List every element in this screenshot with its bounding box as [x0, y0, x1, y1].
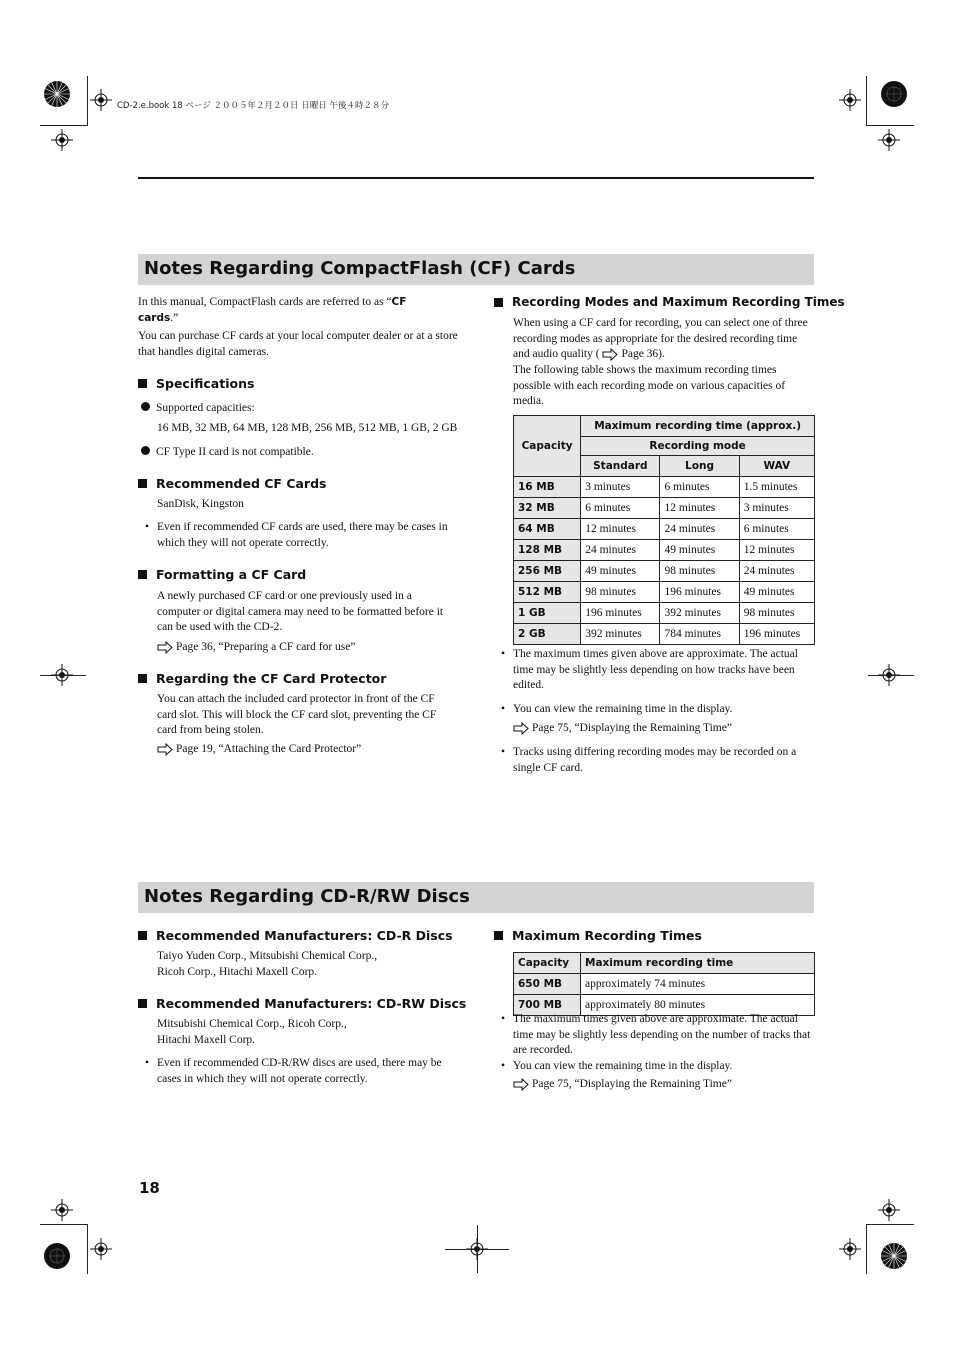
cf-note-3: Tracks using differing recording modes may be recorded on a single CF card.	[513, 746, 797, 774]
cdr-note-1: The maximum times given above are approximate. The actual time may be slightly less depending on the number of tracks that are recorded.	[513, 1013, 811, 1056]
cdr-manufacturers-line-1: Taiyo Yuden Corp., Mitsubishi Chemical Corp.,	[157, 950, 378, 962]
arrow-right-icon	[157, 743, 173, 756]
recommended-cf-note: Even if recommended CF cards are used, there may be cases in which they will not operate correctly.	[157, 521, 448, 549]
max-recording-times-heading: Maximum Recording Times	[494, 928, 702, 943]
recording-modes-text-2: The following table shows the maximum recording times possible with each recording mode on various capacities of media.	[513, 364, 786, 407]
cdr-note-2: You can view the remaining time in the display.	[513, 1060, 733, 1072]
registration-burst-icon	[880, 80, 908, 113]
cf-section-title: Notes Regarding CompactFlash (CF) Cards	[144, 258, 576, 279]
cdrw-manufacturers-heading: Recommended Manufacturers: CD-RW Discs	[138, 996, 466, 1011]
heading-square-icon	[138, 674, 147, 683]
cf-section-header	[138, 254, 814, 285]
cf-note-1: The maximum times given above are approximate. The actual time may be slightly less depending on how tracks have been edited.	[513, 648, 798, 691]
bullet-icon: •	[501, 648, 506, 660]
bullet-icon: •	[501, 1013, 506, 1025]
bullet-icon: •	[501, 1060, 506, 1072]
crosshair-icon	[51, 664, 73, 691]
cf-note-2-ref: Page 75, “Displaying the Remaining Time”	[513, 721, 732, 737]
formatting-text: A newly purchased CF card or one previously used in a computer or digital camera may need to be formatted before it can be used with the CD-2.	[157, 590, 444, 633]
heading-square-icon	[138, 479, 147, 488]
table-header-max-time: Maximum recording time	[581, 953, 815, 974]
heading-square-icon	[138, 999, 147, 1008]
recommended-cf-brands: SanDisk, Kingston	[157, 498, 244, 510]
table-row: 128 MB 24 minutes 49 minutes 12 minutes	[514, 540, 815, 561]
cdr-note-2-ref: Page 75, “Displaying the Remaining Time”	[513, 1077, 732, 1093]
bullet-dot-icon	[141, 402, 150, 411]
cdr-recording-time-table	[513, 952, 815, 1016]
heading-square-icon	[138, 570, 147, 579]
crosshair-icon	[878, 1199, 900, 1226]
arrow-right-icon	[602, 348, 618, 361]
registration-burst-icon	[43, 1242, 71, 1275]
recording-modes-heading: Recording Modes and Maximum Recording Times	[494, 295, 845, 309]
table-header-mode: Long	[660, 456, 739, 477]
page-number: 18	[139, 1179, 160, 1197]
table-header-max-time: Maximum recording time (approx.)	[581, 416, 815, 437]
crosshair-icon	[839, 1238, 861, 1265]
cf-intro-1: In this manual, CompactFlash cards are referred to as “CF cards.”	[138, 296, 407, 324]
crosshair-icon	[839, 89, 861, 116]
bullet-icon: •	[501, 746, 506, 758]
bullet-icon: •	[145, 1057, 150, 1069]
arrow-right-icon	[513, 722, 529, 735]
arrow-right-icon	[157, 641, 173, 654]
spec-bullet-2: CF Type II card is not compatible.	[141, 445, 461, 461]
table-header-mode: WAV	[739, 456, 814, 477]
table-row: 256 MB 49 minutes 98 minutes 24 minutes	[514, 561, 815, 582]
table-row: 64 MB 12 minutes 24 minutes 6 minutes	[514, 519, 815, 540]
recommended-cf-heading: Recommended CF Cards	[138, 476, 326, 491]
table-header-mode: Standard	[581, 456, 660, 477]
formatting-heading: Formatting a CF Card	[138, 567, 306, 582]
table-row: 16 MB 3 minutes 6 minutes 1.5 minutes	[514, 477, 815, 498]
cdrw-manufacturers-line-2: Hitachi Maxell Corp.	[157, 1034, 256, 1046]
crosshair-icon	[90, 89, 112, 116]
cdrw-note: Even if recommended CD-R/RW discs are used, there may be cases in which they will not operate correctly.	[157, 1057, 442, 1085]
bullet-icon: •	[145, 521, 150, 533]
bullet-dot-icon	[141, 446, 150, 455]
table-row: 700 MB approximately 80 minutes	[514, 995, 815, 1016]
specifications-heading: Specifications	[138, 376, 254, 391]
heading-square-icon	[494, 298, 503, 307]
heading-square-icon	[138, 379, 147, 388]
recording-modes-text-1: When using a CF card for recording, you can select one of three recording modes as appropriate for the desired recording time and audio quality ( Page 36).	[513, 317, 808, 360]
table-row: 512 MB 98 minutes 196 minutes 49 minutes	[514, 582, 815, 603]
registration-burst-icon	[43, 80, 71, 113]
print-info-line: CD-2.e.book 18 ページ ２００５年２月２０日 日曜日 午後４時２８分	[117, 101, 389, 111]
heading-square-icon	[138, 931, 147, 940]
spec-capacities: 16 MB, 32 MB, 64 MB, 128 MB, 256 MB, 512 MB, 1 GB, 2 GB	[157, 422, 458, 434]
top-rule	[138, 177, 814, 179]
formatting-ref: Page 36, “Preparing a CF card for use”	[157, 640, 355, 656]
table-row: 1 GB 196 minutes 392 minutes 98 minutes	[514, 603, 815, 624]
crosshair-icon	[878, 129, 900, 156]
cdr-manufacturers-heading: Recommended Manufacturers: CD-R Discs	[138, 928, 453, 943]
spec-bullet-1: Supported capacities:	[141, 401, 461, 417]
cf-intro-2: You can purchase CF cards at your local computer dealer or at a store that handles digital cameras.	[138, 330, 458, 358]
bullet-icon: •	[501, 703, 506, 715]
registration-burst-icon	[880, 1242, 908, 1275]
cdr-section-title: Notes Regarding CD-R/RW Discs	[144, 886, 470, 907]
table-row: 650 MB approximately 74 minutes	[514, 974, 815, 995]
protector-ref: Page 19, “Attaching the Card Protector”	[157, 742, 361, 758]
cdr-section-header	[138, 882, 814, 913]
protector-text: You can attach the included card protector in front of the CF card slot. This will block the CF card slot, preventing the CF card from being stolen.	[157, 693, 437, 736]
crosshair-icon	[90, 1238, 112, 1265]
table-header-capacity: Capacity	[514, 416, 581, 477]
crosshair-icon	[51, 1199, 73, 1226]
table-header-capacity: Capacity	[514, 953, 581, 974]
table-row: 2 GB 392 minutes 784 minutes 196 minutes	[514, 624, 815, 645]
table-row: 32 MB 6 minutes 12 minutes 3 minutes	[514, 498, 815, 519]
crosshair-icon	[878, 664, 900, 691]
table-header-recording-mode: Recording mode	[581, 437, 815, 456]
cf-recording-time-table	[513, 415, 815, 645]
crosshair-icon	[51, 129, 73, 156]
cdrw-manufacturers-line-1: Mitsubishi Chemical Corp., Ricoh Corp.,	[157, 1018, 347, 1030]
cf-note-2: You can view the remaining time in the display.	[513, 703, 733, 715]
heading-square-icon	[494, 931, 503, 940]
cdr-manufacturers-line-2: Ricoh Corp., Hitachi Maxell Corp.	[157, 966, 318, 978]
arrow-right-icon	[513, 1078, 529, 1091]
protector-heading: Regarding the CF Card Protector	[138, 671, 386, 686]
